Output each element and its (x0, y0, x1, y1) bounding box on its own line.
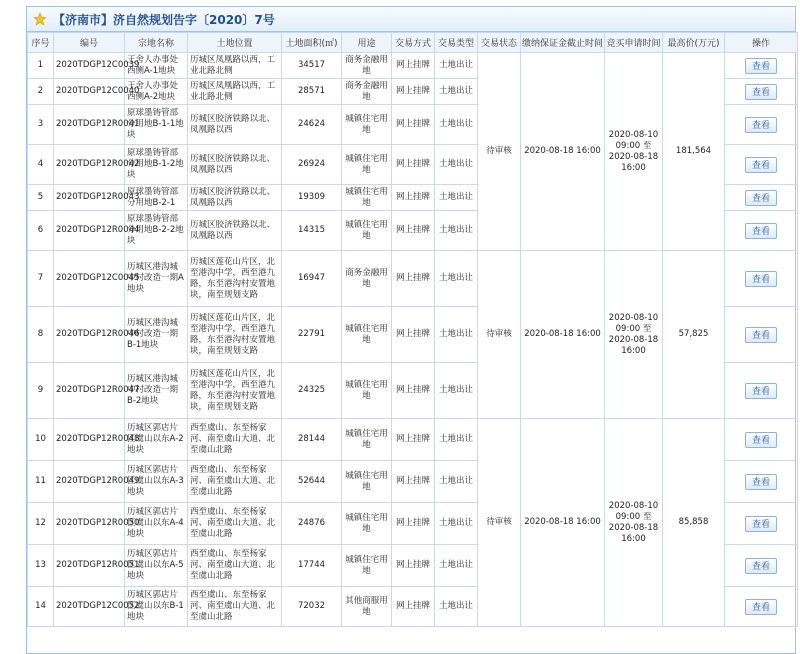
row-no: 10 (28, 419, 54, 461)
row-no: 2 (28, 79, 54, 105)
row-use: 城镇住宅用地 (342, 307, 392, 363)
row-type: 土地出让 (435, 363, 478, 419)
row-action-cell (725, 503, 798, 545)
row-type: 土地出让 (435, 419, 478, 461)
row-no: 12 (28, 503, 54, 545)
row-use: 城镇住宅用地 (342, 503, 392, 545)
star-icon (33, 12, 47, 26)
view-button[interactable]: 查看 (745, 117, 777, 133)
header-name: 宗地名称 (125, 33, 188, 53)
row-method: 网上挂牌 (392, 53, 435, 79)
row-type: 土地出让 (435, 461, 478, 503)
row-action-cell (725, 145, 798, 185)
row-action-cell (725, 419, 798, 461)
row-type: 土地出让 (435, 105, 478, 145)
row-action-cell (725, 307, 798, 363)
row-type: 土地出让 (435, 79, 478, 105)
row-name: 历城区郭店片区虞山以东B-1地块 (125, 587, 188, 627)
row-code: 2020TDGP12R0048 (54, 419, 125, 461)
row-area: 24624 (282, 105, 342, 145)
view-button[interactable]: 查看 (745, 157, 777, 173)
row-use: 城镇住宅用地 (342, 185, 392, 211)
row-location: 历城区莲花山片区，北至港沟中学，西至港九路，东至港沟村安置地块，南至规划支路 (188, 307, 282, 363)
page-title: 【济南市】济自然规划告字〔2020〕7号 (53, 12, 275, 27)
row-code: 2020TDGP12R0047 (54, 363, 125, 419)
group-apply-time: 2020-08-10 09:00 至 2020-08-18 16:00 (605, 251, 663, 419)
view-button[interactable]: 查看 (745, 84, 777, 100)
row-code: 2020TDGP12C0052 (54, 587, 125, 627)
header-no: 序号 (28, 33, 54, 53)
group-max-price: 181,564 (663, 53, 725, 251)
row-no: 9 (28, 363, 54, 419)
group-deadline: 2020-08-18 16:00 (521, 419, 605, 627)
row-method: 网上挂牌 (392, 503, 435, 545)
row-area: 72032 (282, 587, 342, 627)
row-no: 13 (28, 545, 54, 587)
row-code: 2020TDGP12R0041 (54, 105, 125, 145)
header-use: 用途 (342, 33, 392, 53)
row-type: 土地出让 (435, 145, 478, 185)
row-code: 2020TDGP12R0044 (54, 211, 125, 251)
row-name: 原球墨铸管部分用地B-2-2地块 (125, 211, 188, 251)
row-no: 8 (28, 307, 54, 363)
table-row (28, 251, 798, 307)
row-action-cell (725, 79, 798, 105)
header-status: 交易状态 (478, 33, 521, 53)
row-use: 城镇住宅用地 (342, 419, 392, 461)
row-name: 原球墨铸管部分用地B-2-1 (125, 185, 188, 211)
land-table (27, 32, 798, 627)
view-button[interactable]: 查看 (745, 474, 777, 490)
view-button[interactable]: 查看 (745, 432, 777, 448)
row-location: 西至虞山、东至杨家河、南至虞山大道、北至虞山北路 (188, 503, 282, 545)
header-apply-time: 竞买申请时间 (605, 33, 663, 53)
row-use: 城镇住宅用地 (342, 461, 392, 503)
row-name: 历城区港沟城中村改造一期B-2地块 (125, 363, 188, 419)
row-action-cell (725, 461, 798, 503)
row-location: 历城区莲花山片区，北至港沟中学，西至港九路，东至港沟村安置地块，南至规划支路 (188, 363, 282, 419)
group-deadline: 2020-08-18 16:00 (521, 53, 605, 251)
row-method: 网上挂牌 (392, 307, 435, 363)
row-no: 5 (28, 185, 54, 211)
row-name: 王舍人办事处西侧A-2地块 (125, 79, 188, 105)
row-method: 网上挂牌 (392, 251, 435, 307)
view-button[interactable]: 查看 (745, 383, 777, 399)
row-no: 14 (28, 587, 54, 627)
view-button[interactable]: 查看 (745, 223, 777, 239)
group-apply-time: 2020-08-10 09:00 至 2020-08-18 16:00 (605, 419, 663, 627)
announcement-panel (26, 6, 796, 654)
row-name: 历城区郭店片区虞山以东A-3地块 (125, 461, 188, 503)
view-button[interactable]: 查看 (745, 516, 777, 532)
row-use: 城镇住宅用地 (342, 145, 392, 185)
row-use: 城镇住宅用地 (342, 363, 392, 419)
table-row (28, 53, 798, 79)
row-use: 其他商服用地 (342, 587, 392, 627)
row-location: 历城区凤凰路以西，工业北路北侧 (188, 53, 282, 79)
row-name: 历城区港沟城中村改造一期B-1地块 (125, 307, 188, 363)
row-method: 网上挂牌 (392, 105, 435, 145)
row-use: 商务金融用地 (342, 53, 392, 79)
row-no: 7 (28, 251, 54, 307)
row-area: 19309 (282, 185, 342, 211)
row-code: 2020TDGP12R0046 (54, 307, 125, 363)
row-area: 14315 (282, 211, 342, 251)
group-max-price: 57,825 (663, 251, 725, 419)
table-header-row (28, 33, 798, 53)
row-action-cell (725, 185, 798, 211)
row-type: 土地出让 (435, 185, 478, 211)
view-button[interactable]: 查看 (745, 58, 777, 74)
group-deadline: 2020-08-18 16:00 (521, 251, 605, 419)
header-max-price: 最高价(万元) (663, 33, 725, 53)
row-type: 土地出让 (435, 53, 478, 79)
group-max-price: 85,858 (663, 419, 725, 627)
header-location: 土地位置 (188, 33, 282, 53)
group-apply-time: 2020-08-10 09:00 至 2020-08-18 16:00 (605, 53, 663, 251)
header-type: 交易类型 (435, 33, 478, 53)
row-location: 西至虞山、东至杨家河、南至虞山大道、北至虞山北路 (188, 461, 282, 503)
row-name: 原球墨铸管部分用地B-1-1地块 (125, 105, 188, 145)
row-area: 24325 (282, 363, 342, 419)
row-name: 历城区郭店片区虞山以东A-4地块 (125, 503, 188, 545)
row-area: 34517 (282, 53, 342, 79)
view-button[interactable]: 查看 (745, 558, 777, 574)
row-area: 17744 (282, 545, 342, 587)
view-button[interactable]: 查看 (745, 327, 777, 343)
row-area: 52644 (282, 461, 342, 503)
row-action-cell (725, 363, 798, 419)
header-code: 编号 (54, 33, 125, 53)
row-action-cell (725, 545, 798, 587)
row-use: 商务金融用地 (342, 79, 392, 105)
row-use: 城镇住宅用地 (342, 545, 392, 587)
header-deadline: 缴纳保证金截止时间 (521, 33, 605, 53)
row-code: 2020TDGP12R0051 (54, 545, 125, 587)
header-area: 土地面积(㎡) (282, 33, 342, 53)
row-location: 历城区凤凰路以西，工业北路北侧 (188, 79, 282, 105)
row-location: 西至虞山、东至杨家河、南至虞山大道、北至虞山北路 (188, 545, 282, 587)
row-area: 16947 (282, 251, 342, 307)
view-button[interactable]: 查看 (745, 190, 777, 206)
row-name: 历城区港沟城中村改造一期A地块 (125, 251, 188, 307)
row-use: 商务金融用地 (342, 251, 392, 307)
row-code: 2020TDGP12C0045 (54, 251, 125, 307)
row-method: 网上挂牌 (392, 185, 435, 211)
row-method: 网上挂牌 (392, 363, 435, 419)
row-area: 22791 (282, 307, 342, 363)
table-row (28, 419, 798, 461)
row-action-cell (725, 251, 798, 307)
row-area: 28144 (282, 419, 342, 461)
row-code: 2020TDGP12R0042 (54, 145, 125, 185)
row-area: 26924 (282, 145, 342, 185)
row-location: 西至虞山、东至杨家河、南至虞山大道、北至虞山北路 (188, 419, 282, 461)
row-code: 2020TDGP12C0040 (54, 79, 125, 105)
row-method: 网上挂牌 (392, 211, 435, 251)
row-location: 历城区胶济铁路以北、凤凰路以西 (188, 211, 282, 251)
view-button[interactable]: 查看 (745, 271, 777, 287)
row-action-cell (725, 53, 798, 79)
row-method: 网上挂牌 (392, 587, 435, 627)
row-location: 历城区胶济铁路以北、凤凰路以西 (188, 185, 282, 211)
row-type: 土地出让 (435, 587, 478, 627)
row-action-cell (725, 105, 798, 145)
row-action-cell (725, 211, 798, 251)
row-name: 原球墨铸管部分用地B-1-2地块 (125, 145, 188, 185)
row-name: 王舍人办事处西侧A-1地块 (125, 53, 188, 79)
panel-title-bar (27, 7, 795, 32)
row-use: 城镇住宅用地 (342, 105, 392, 145)
header-method: 交易方式 (392, 33, 435, 53)
row-location: 西至虞山、东至杨家河、南至虞山大道、北至虞山北路 (188, 587, 282, 627)
view-button[interactable]: 查看 (745, 599, 777, 615)
row-no: 3 (28, 105, 54, 145)
row-name: 历城区郭店片区虞山以东A-2地块 (125, 419, 188, 461)
row-no: 1 (28, 53, 54, 79)
row-code: 2020TDGP12R0043 (54, 185, 125, 211)
row-location: 历城区胶济铁路以北、凤凰路以西 (188, 105, 282, 145)
group-status: 待审核 (478, 419, 521, 627)
row-type: 土地出让 (435, 503, 478, 545)
row-use: 城镇住宅用地 (342, 211, 392, 251)
row-location: 历城区胶济铁路以北、凤凰路以西 (188, 145, 282, 185)
row-name: 历城区郭店片区虞山以东A-5地块 (125, 545, 188, 587)
row-area: 28571 (282, 79, 342, 105)
row-code: 2020TDGP12R0050 (54, 503, 125, 545)
row-code: 2020TDGP12C0039 (54, 53, 125, 79)
row-no: 6 (28, 211, 54, 251)
row-method: 网上挂牌 (392, 461, 435, 503)
row-method: 网上挂牌 (392, 145, 435, 185)
group-status: 待审核 (478, 251, 521, 419)
row-method: 网上挂牌 (392, 545, 435, 587)
row-type: 土地出让 (435, 545, 478, 587)
row-area: 24876 (282, 503, 342, 545)
row-code: 2020TDGP12R0049 (54, 461, 125, 503)
row-action-cell (725, 587, 798, 627)
header-action: 操作 (725, 33, 798, 53)
row-no: 4 (28, 145, 54, 185)
row-location: 历城区莲花山片区，北至港沟中学，西至港九路，东至港沟村安置地块，南至规划支路 (188, 251, 282, 307)
row-type: 土地出让 (435, 307, 478, 363)
row-type: 土地出让 (435, 211, 478, 251)
row-method: 网上挂牌 (392, 419, 435, 461)
row-method: 网上挂牌 (392, 79, 435, 105)
row-type: 土地出让 (435, 251, 478, 307)
group-status: 待审核 (478, 53, 521, 251)
row-no: 11 (28, 461, 54, 503)
